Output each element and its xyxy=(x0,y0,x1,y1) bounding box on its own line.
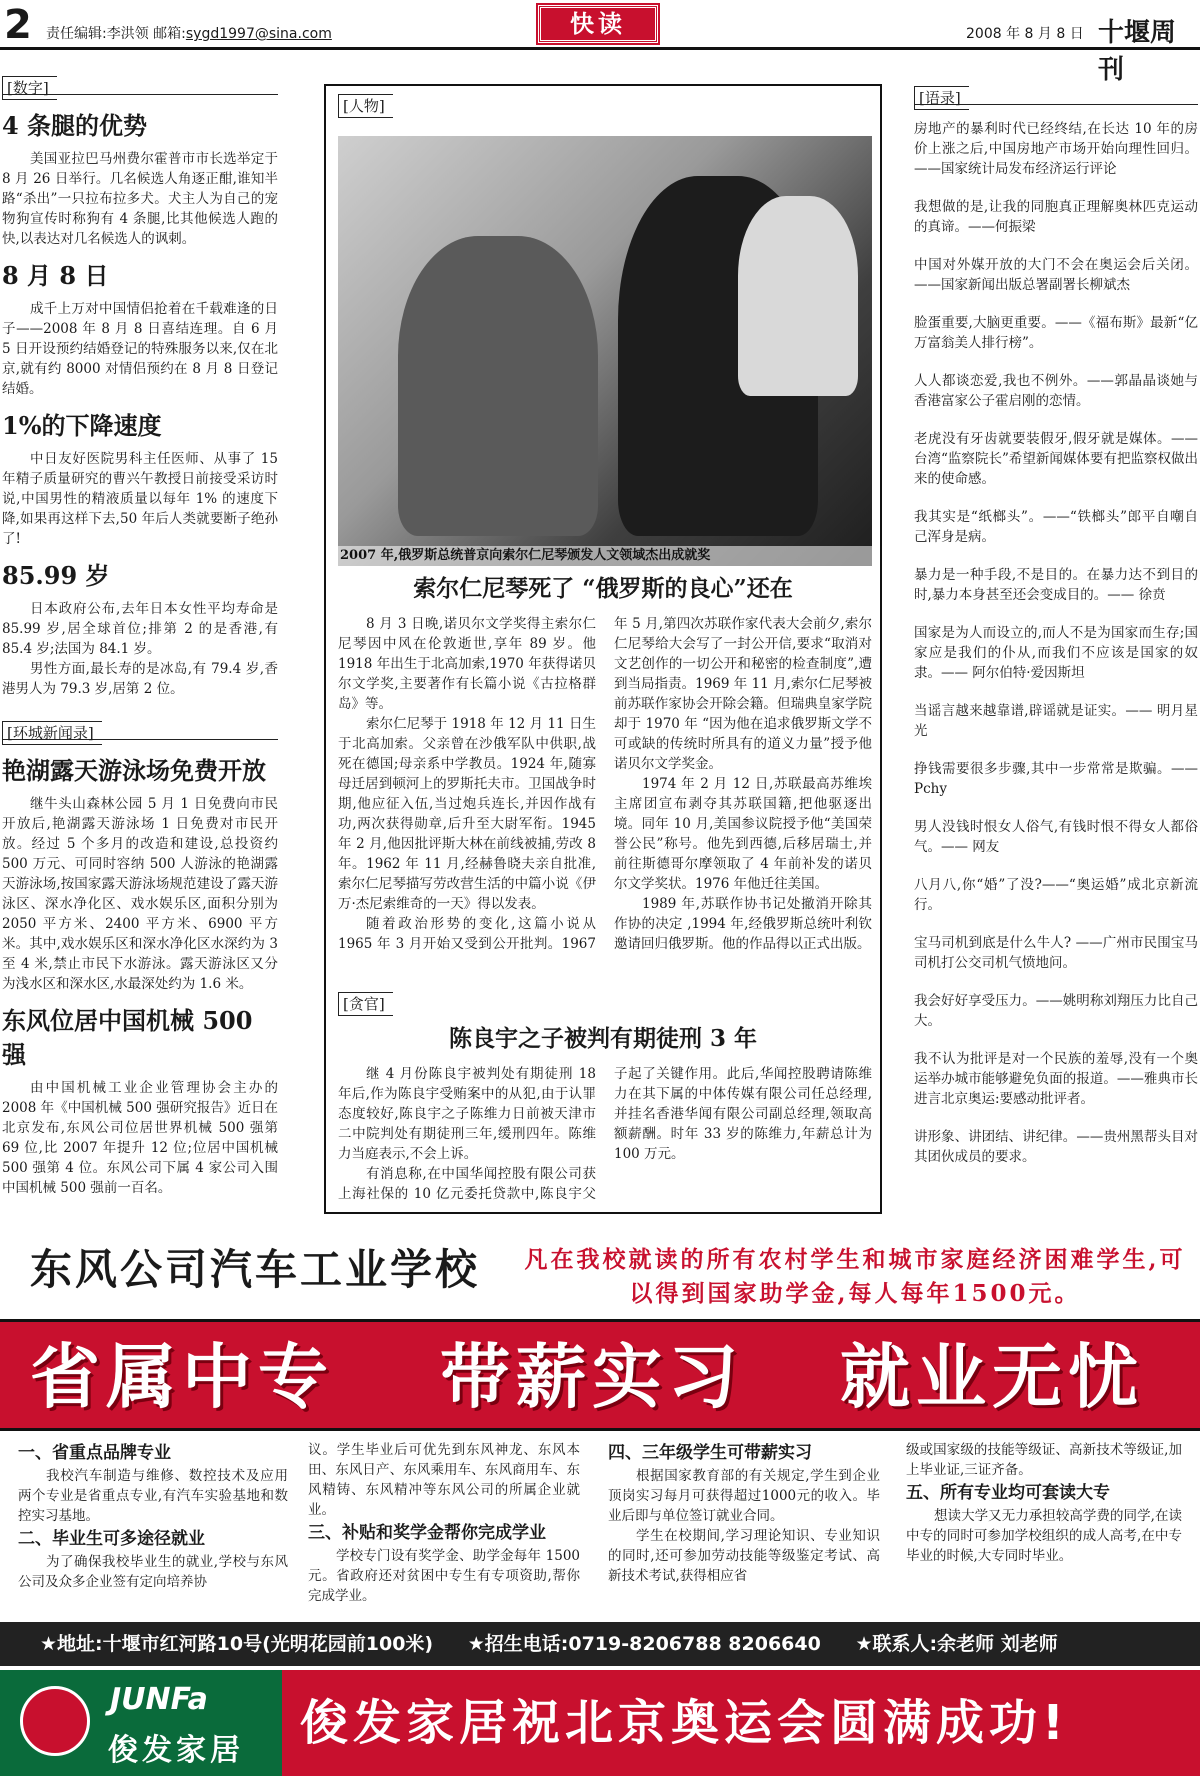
ad-slogan: 带薪实习 xyxy=(440,1336,744,1418)
headline-chen: 陈良宇之子被判有期徒刑 3 年 xyxy=(448,1025,758,1052)
ad-block-heading: 三、补贴和奖学金帮你完成学业 xyxy=(308,1523,546,1543)
item-title: 艳湖露天游泳场免费开放 xyxy=(2,756,266,785)
ad-column xyxy=(308,1440,580,1606)
junfa-logo-block xyxy=(0,1670,282,1776)
ad-block-text: 根据国家教育部的有关规定,学生到企业顶岗实习每月可获得超过1000元的收入。毕业后即与单位签订就业合同。 xyxy=(608,1468,880,1524)
junfa-brand-en: JUNFa xyxy=(110,1682,208,1717)
ad-block-heading: 五、所有专业均可套读大专 xyxy=(906,1483,1110,1503)
ad-grant-notice: 凡在我校就读的所有农村学生和城市家庭经济困难学生,可以得到国家助学金,每人每年1500元。 xyxy=(524,1246,1186,1307)
quotes-column xyxy=(914,86,1198,1185)
ad-contact: ★联系人:余老师 刘老师 xyxy=(855,1633,1058,1655)
school-advertisement xyxy=(0,1225,1200,1776)
quote-item: 我会好好享受压力。——姚明称刘翔压力比自己大。 xyxy=(914,993,1198,1029)
story-paragraph: 继 4 月份陈良宇被判处有期徒刑 18 年后,作为陈良宇受贿案中的从犯,由于认罪态度较好,陈良宇之子陈维力日前被天津市二中院判处有期徒刑三年,缓刑四年。陈维力当庭表示,不会上诉。 xyxy=(338,1066,596,1162)
ad-block-text: 我校汽车制造与维修、数控技术及应用两个专业是省重点专业,有汽车实验基地和数控实习基地。 xyxy=(18,1468,288,1524)
photo-caption: 2007 年,俄罗斯总统普京向索尔仁尼琴颁发人文领域杰出成就奖 xyxy=(338,546,872,566)
story-paragraph: 1974 年 2 月 12 日,苏联最高苏维埃主席团宣布剥夺其苏联国籍,把他驱逐出境。同年 10 月,美国参议院授予他“美国荣誉公民”称号。他先到西德,后移居瑞士,并前往斯德哥尔摩领取了 4 年前补发的诺贝尔文学奖状。1976 年他迁往美国。 xyxy=(614,776,872,892)
headline-solzhenitsyn: 索尔仁尼琴死了 “俄罗斯的良心”还在 xyxy=(413,575,793,602)
item-title: 85.99 岁 xyxy=(2,561,110,590)
quote-item: 房地产的暴利时代已经终结,在长达 10 年的房价上涨之后,中国房地产市场开始向理性回归。——国家统计局发布经济运行评论 xyxy=(914,121,1198,177)
email-link[interactable]: sygd1997@sina.com xyxy=(185,26,332,42)
ad-column xyxy=(18,1440,288,1592)
section-badge: 快读 xyxy=(538,5,658,43)
quote-item: 人人都谈恋爱,我也不例外。——郭晶晶谈她与香港富家公子霍启刚的恋情。 xyxy=(914,373,1198,409)
ad-address: ★地址:十堰市红河路10号(光明花园前100米) xyxy=(40,1633,434,1655)
email-label: 邮箱: xyxy=(153,26,186,42)
junfa-brand-cn: 俊发家居 xyxy=(108,1733,244,1768)
item-text: 成千上万对中国情侣抢着在千载难逢的日子——2008 年 8 月 8 日喜结连理。自 6 月 5 日开设预约结婚登记的特殊服务以来,仅在北京,就有约 8000 对情侣预约在 8 月 8 日登记结婚。 xyxy=(2,301,278,397)
story-paragraph: 8 月 3 日晚,诺贝尔文学奖得主索尔仁尼琴因中风在伦敦逝世,享年 89 岁。他 1918 年出生于北高加索,1970 年获得诺贝尔文学奖,主要著作有长篇小说《古拉格群岛》等。 xyxy=(338,616,596,712)
story-paragraph: 索尔仁尼琴于 1918 年 12 月 11 日生于北高加索。父亲曾在沙俄军队中供职,战死在德国;母亲系中学教员。1924 年,随寡母迁居到顿河上的罗斯托夫市。卫国战争时期,他应征入伍,当过炮兵连长,并因作战有功,两次获得勋章,后升至大尉军衔。1945 年 2 月,他因批评斯大林在前线被捕,劳改 8 年。1962 年 11 月,经赫鲁晓夫亲自批准,索尔仁尼琴描写劳改营生活的中篇小说《伊万·杰尼索维奇的一天》得以发表。 xyxy=(338,716,596,912)
ad-block-text: 学生在校期间,学习理论知识、专业知识的同时,还可参加劳动技能等级鉴定考试、高新技术考试,获得相应省 xyxy=(608,1528,880,1584)
quote-item: 暴力是一种手段,不是目的。在暴力达不到目的时,暴力本身甚至还会变成目的。—— 徐贲 xyxy=(914,567,1198,603)
ad-phone: ★招生电话:0719-8206788 8206640 xyxy=(467,1633,821,1655)
junfa-slogan: 俊发家居祝北京奥运会圆满成功! xyxy=(300,1695,1069,1751)
story-chen xyxy=(338,1064,872,1204)
item-title: 1%的下降速度 xyxy=(2,411,162,440)
item-text: 由中国机械工业企业管理协会主办的 2008 年《中国机械 500 强研究报告》近日在北京发布,东风公司位居世界机械 500 强第 69 位,比 2007 年提升 12 位;位居中国机械 500 强第 4 位。东风公司下属 4 家公司入围中国机械 500 强前一百名。 xyxy=(2,1080,278,1196)
item-text: 男性方面,最长寿的是冰岛,有 79.4 岁,香港男人为 79.3 岁,居第 2 位。 xyxy=(2,661,278,697)
quote-item: 我想做的是,让我的同胞真正理解奥林匹克运动的真谛。——何振梁 xyxy=(914,199,1198,235)
ad-contact-bar xyxy=(0,1622,1200,1666)
ad-slogan: 省属中专 xyxy=(30,1336,334,1418)
section-label-numbers: [数字] xyxy=(2,76,57,100)
item-title: 东风位居中国机械 500 强 xyxy=(2,1006,253,1069)
junfa-banner xyxy=(0,1670,1200,1776)
quote-item: 男人没钱时恨女人俗气,有钱时恨不得女人都俗气。—— 网友 xyxy=(914,819,1198,855)
quote-item: 八月八,你“婚”了没?——“奥运婚”成北京新流行。 xyxy=(914,877,1198,913)
ad-school-name: 东风公司汽车工业学校 xyxy=(30,1245,481,1294)
item-text: 继牛头山森林公园 5 月 1 日免费向市民开放后,艳湖露天游泳场 1 日免费对市民开放。经过 5 个多月的改造和建设,总投资约 500 万元、可同时容纳 500 人游泳的艳湖露天游泳场,按国家露天游泳场规范建设了露天游泳区、深水净化区、戏水娱乐区,面积分别为 2050 平方米、2400 平方米、6900 平方米。其中,戏水娱乐区和深水净化区水深约为 3 至 4 米,禁止市民下水游泳。露天游泳区又分为浅水区和深水区,水最深处约为 1.6 米。 xyxy=(2,796,278,992)
story-paragraph: 1989 年,苏联作协书记处撤消开除其作协的决定 ,1994 年,经俄罗斯总统叶利钦邀请回归俄罗斯。他的作品得以正式出版。 xyxy=(614,896,872,952)
paper-name: 十堰周刊 xyxy=(1098,18,1177,85)
photo-figure xyxy=(398,236,598,536)
ad-slogan: 就业无忧 xyxy=(840,1336,1144,1418)
item-text: 中日友好医院男科主任医师、从事了 15 年精子质量研究的曹兴午教授日前接受采访时说,中国男性的精液质量以每年 1% 的速度下降,如果再这样下去,50 年后人类就要断子绝孙了! xyxy=(2,451,278,547)
issue-date: 2008 年 8 月 8 日 xyxy=(966,26,1084,42)
quote-item: 当谣言越来越靠谱,辟谣就是证实。—— 明月星光 xyxy=(914,703,1198,739)
story-solzhenitsyn xyxy=(338,614,872,954)
page-header xyxy=(0,0,1200,85)
item-title: 4 条腿的优势 xyxy=(2,111,148,140)
ad-block-text: 议。学生毕业后可优先到东风神龙、东风本田、东风日产、东风乘用车、东风商用车、东风精铸、东风精冲等东风公司的所属企业就业。 xyxy=(308,1442,580,1518)
quote-item: 脸蛋重要,大脑更重要。——《福布斯》最新“亿万富翁美人排行榜”。 xyxy=(914,315,1198,351)
section-label-quotes: [语录] xyxy=(914,86,969,110)
quote-item: 宝马司机到底是什么牛人? ——广州市民围宝马司机打公交司机气愤地问。 xyxy=(914,935,1198,971)
quote-item: 我不认为批评是对一个民族的羞辱,没有一个奥运举办城市能够避免负面的报道。——雅典市长进言北京奥运:要感动批评者。 xyxy=(914,1051,1198,1107)
ad-column xyxy=(906,1440,1182,1566)
ad-block-heading: 四、三年级学生可带薪实习 xyxy=(608,1443,812,1463)
ad-block-heading: 二、毕业生可多途径就业 xyxy=(18,1529,205,1549)
quote-item: 讲形象、讲团结、讲纪律。——贵州黑帮头目对其团伙成员的要求。 xyxy=(914,1129,1198,1165)
editor-name: 责任编辑:李洪领 xyxy=(46,26,149,42)
ad-block-text: 学校专门设有奖学金、助学金每年 1500元。省政府还对贫困中专生有专项资助,帮你完成学业。 xyxy=(308,1548,580,1604)
junfa-logo-icon xyxy=(20,1686,90,1756)
quote-item: 老虎没有牙齿就要装假牙,假牙就是媒体。——台湾“监察院长”希望新闻媒体要有把监察权做出来的使命感。 xyxy=(914,431,1198,487)
editor-line xyxy=(46,23,332,43)
section-label-corruption: [贪官] xyxy=(338,992,393,1016)
news-photo xyxy=(338,136,872,566)
photo-figure xyxy=(738,196,858,396)
quote-item: 挣钱需要很多步骤,其中一步常常是欺骗。—— Pchy xyxy=(914,761,1198,797)
story-paragraph: 有消息称,在中国华闻控股有限公司获上海社保的 10 亿元委托贷款中,陈良宇父子起了关键作用。此后,华闻控股聘请陈维力在其下属的中体传媒有限公司任总经理,并挂名香港华闻有限公司副总经理,领取高额薪酬。时年 33 岁的陈维力,年薪总计为 100 万元。 xyxy=(338,1066,872,1202)
ad-block-heading: 一、省重点品牌专业 xyxy=(18,1443,171,1463)
section-label-local-news: [环城新闻录] xyxy=(2,721,102,745)
ad-slogan-band xyxy=(0,1319,1200,1431)
item-text: 日本政府公布,去年日本女性平均寿命是 85.99 岁,居全球首位;排第 2 的是香港,有 85.4 岁;法国为 84.1 岁。 xyxy=(2,601,278,657)
story-paragraph: 随着政治形势的变化,这篇小说从 1965 年 3 月开始又受到公开批判。1967 年 5 月,第四次苏联作家代表大会前夕,索尔仁尼琴给大会写了一封公开信,要求“取消对文艺创作的一切公开和秘密的检查制度”,遭到当局指责。1969 年 11 月,索尔仁尼琴被前苏联作家协会开除会籍。但瑞典皇家学院却于 1970 年 “因为他在追求俄罗斯文学不可或缺的传统时所具有的道义力量”授予他诺贝尔文学奖金。 xyxy=(338,616,872,952)
section-label-people: [人物] xyxy=(338,94,393,118)
ad-block-text: 为了确保我校毕业生的就业,学校与东风公司及众多企业签有定向培养协 xyxy=(18,1554,288,1590)
ad-block-text: 级或国家级的技能等级证、高新技术等级证,加上毕业证,三证齐备。 xyxy=(906,1442,1182,1478)
ad-column xyxy=(608,1440,880,1586)
ad-block-text: 想读大学又无力承担较高学费的同学,在读中专的同时可参加学校组织的成人高考,在中专毕业的时候,大专同时毕业。 xyxy=(906,1508,1182,1564)
item-text: 美国亚拉巴马州费尔霍普市市长选举定于 8 月 26 日举行。几名候选人角逐正酣,谁知半路“杀出”一只拉布拉多犬。犬主人为自己的宠物狗宣传时称狗有 4 条腿,比其他候选人跑的快,以表达对几名候选人的讽刺。 xyxy=(2,151,278,247)
left-column xyxy=(2,76,278,1198)
quote-item: 我其实是“纸榔头”。——“铁榔头”郎平自嘲自己浑身是病。 xyxy=(914,509,1198,545)
item-title: 8 月 8 日 xyxy=(2,261,109,290)
page-number: 2 xyxy=(4,2,32,48)
feature-box xyxy=(324,84,882,1214)
quote-item: 国家是为人而设立的,而人不是为国家而生存;国家应是我们的仆从,而我们不应该是国家的奴隶。—— 阿尔伯特·爱因斯坦 xyxy=(914,625,1198,681)
quote-item: 中国对外媒开放的大门不会在奥运会后关闭。——国家新闻出版总署副署长柳斌杰 xyxy=(914,257,1198,293)
